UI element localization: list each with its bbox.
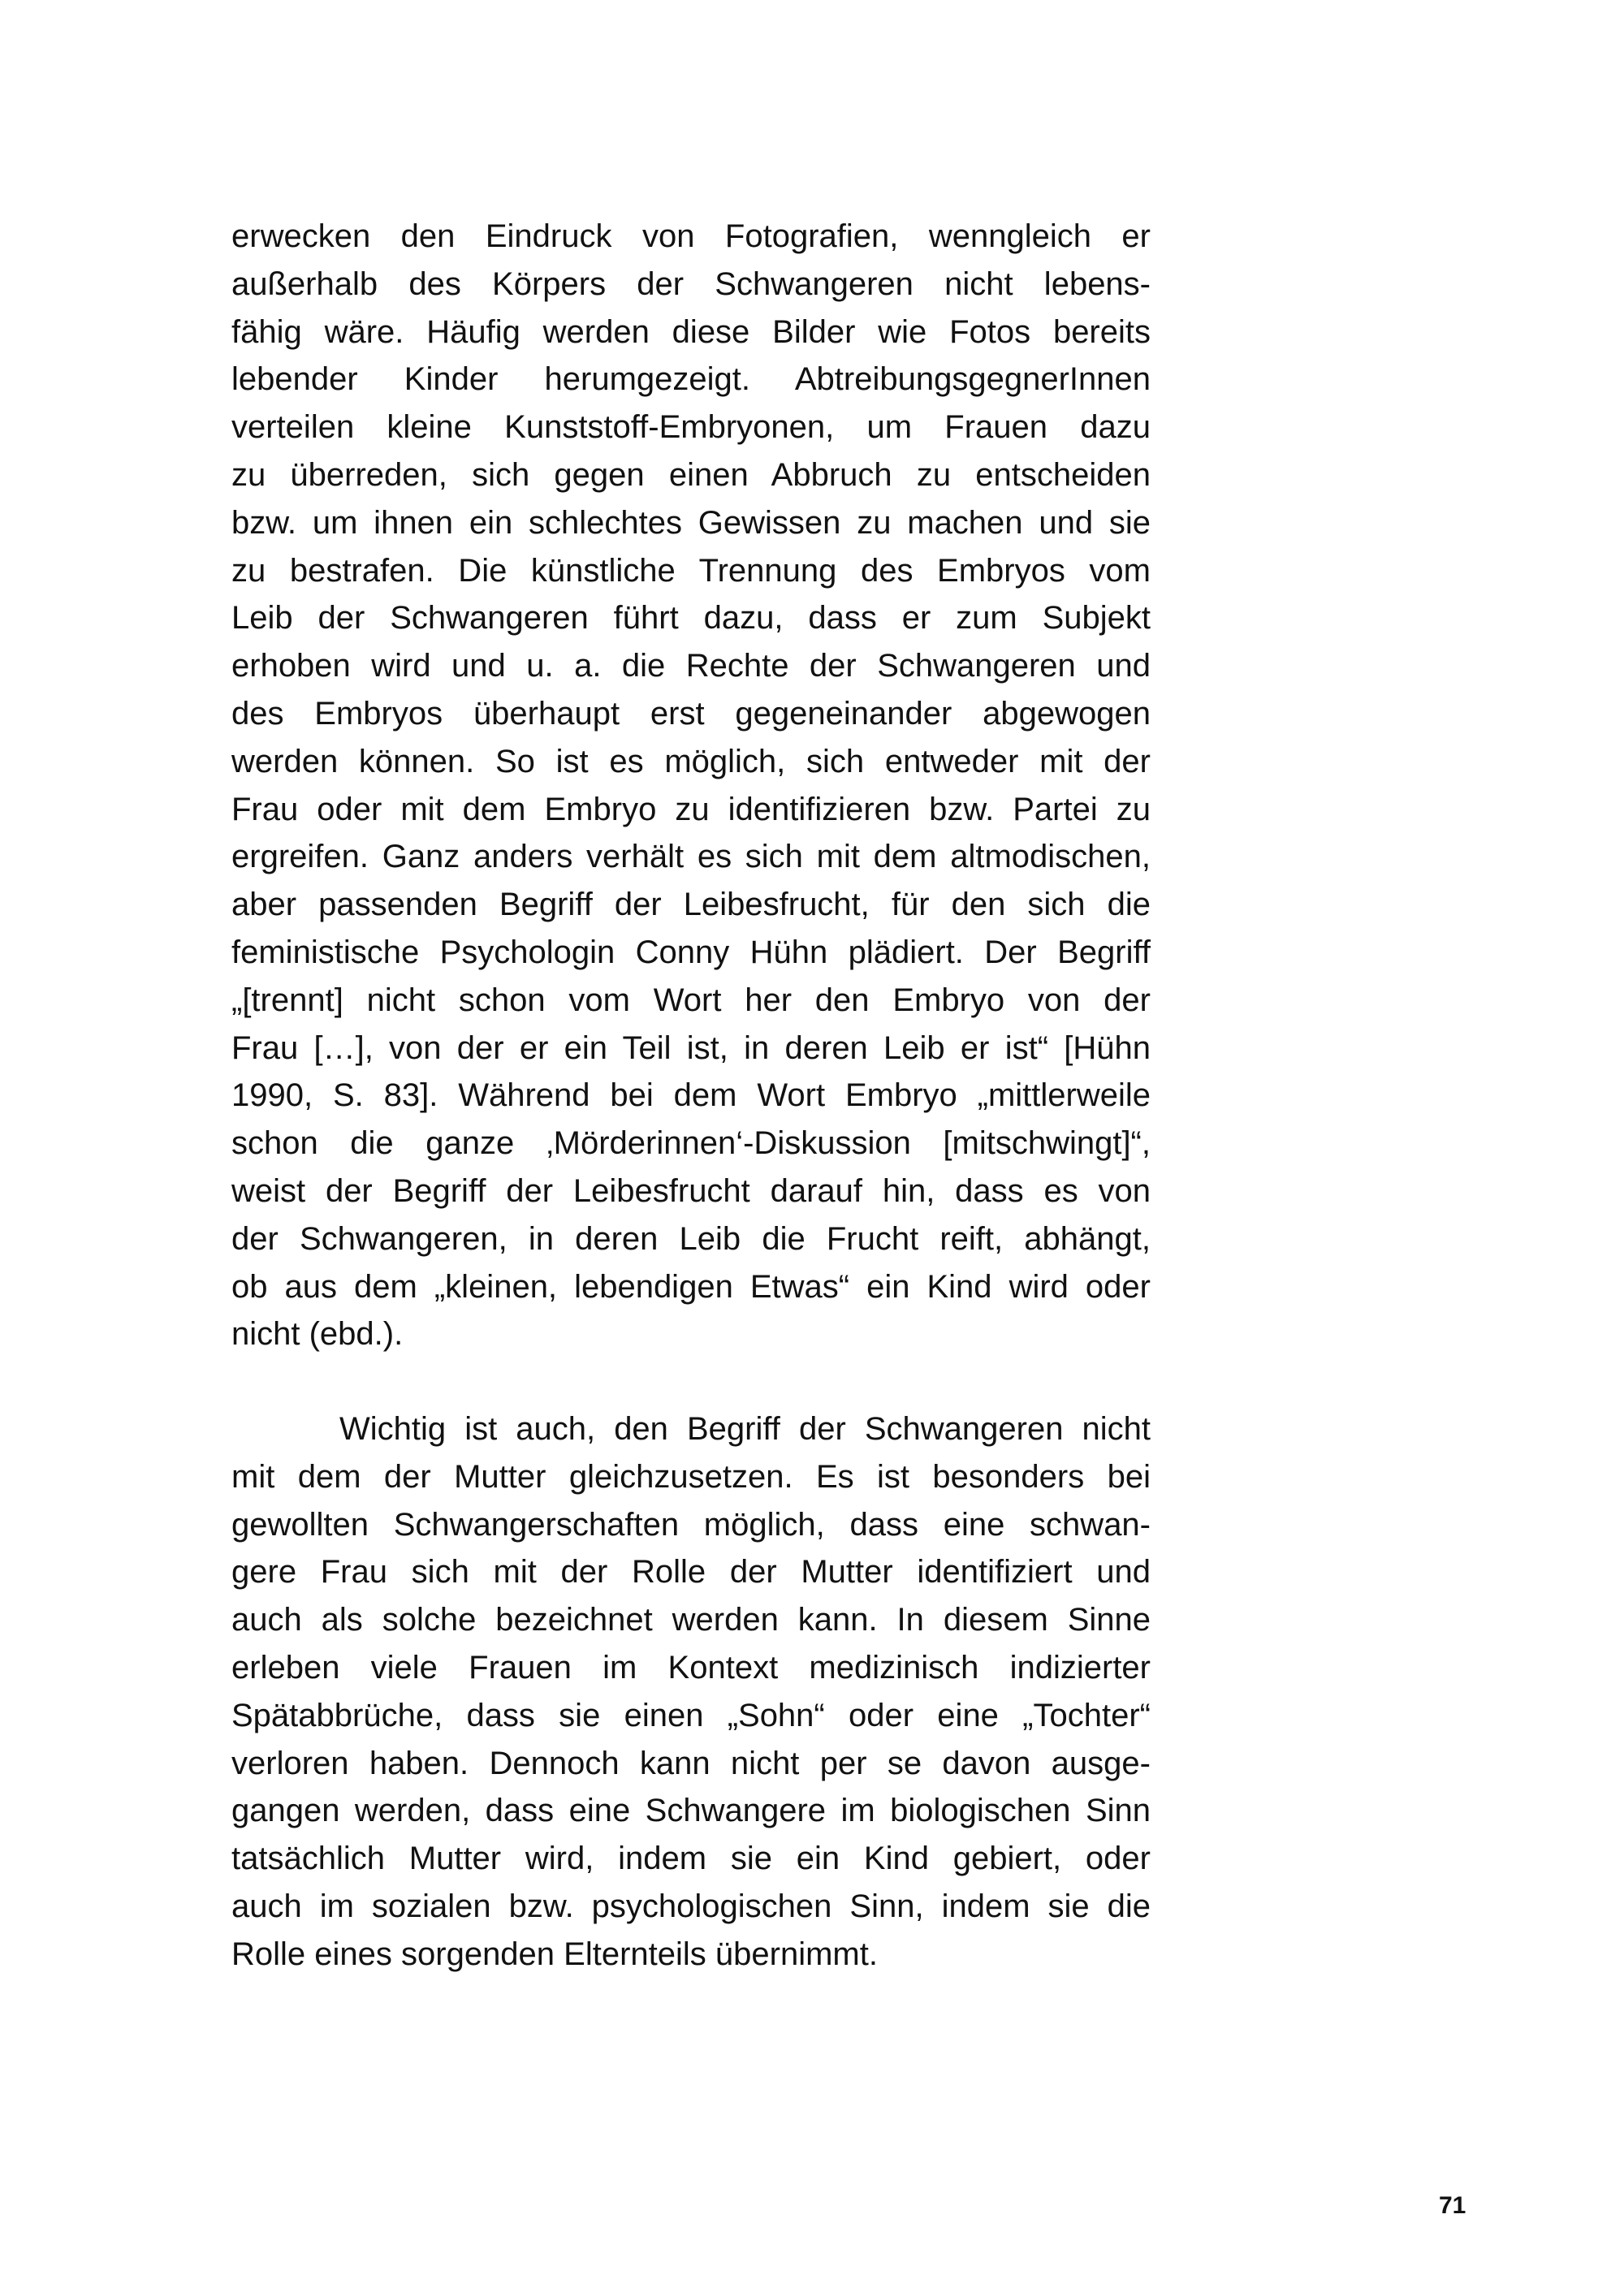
paragraph-2: [231, 1405, 1151, 1979]
text-line: zu bestrafen. Die künstliche Trennung des Embryos vom: [231, 552, 1151, 589]
text-line: außerhalb des Körpers der Schwangeren nicht lebens-: [231, 265, 1151, 302]
text-line: ergreifen. Ganz anders verhält es sich mit dem altmodischen,: [231, 839, 1151, 875]
text-line: gewollten Schwangerschaften möglich, dass eine schwan-: [231, 1506, 1151, 1543]
text-line: erhoben wird und u. a. die Rechte der Schwangeren und: [231, 648, 1151, 684]
page-number: 71: [1439, 2192, 1466, 2219]
text-line: Frau […], von der er ein Teil ist, in deren Leib er ist“ [Hühn: [231, 1029, 1151, 1066]
text-line: „[trennt] nicht schon vom Wort her den Embryo von der: [231, 982, 1151, 1018]
text-line: auch als solche bezeichnet werden kann. In diesem Sinne: [231, 1602, 1151, 1638]
text-line: ob aus dem „kleinen, lebendigen Etwas“ ein Kind wird oder: [231, 1268, 1151, 1305]
paragraph-1: [231, 213, 1151, 1358]
text-line: Spätabbrüche, dass sie einen „Sohn“ oder eine „Tochter“: [231, 1697, 1151, 1733]
text-line: weist der Begriff der Leibesfrucht darauf hin, dass es von: [231, 1172, 1151, 1209]
text-line: werden können. So ist es möglich, sich entweder mit der: [231, 743, 1151, 779]
text-line: gangen werden, dass eine Schwangere im biologischen Sinn: [231, 1793, 1151, 1829]
text-line: nicht (ebd.).: [231, 1316, 404, 1353]
text-line: lebender Kinder herumgezeigt. AbtreibungsgegnerInnen: [231, 361, 1151, 398]
text-line: zu überreden, sich gegen einen Abbruch zu entscheiden: [231, 456, 1151, 493]
text-line: mit dem der Mutter gleichzusetzen. Es ist besonders bei: [231, 1458, 1151, 1495]
text-line: tatsächlich Mutter wird, indem sie ein Kind gebiert, oder: [231, 1841, 1151, 1877]
text-line: erwecken den Eindruck von Fotografien, wenngleich er: [231, 218, 1151, 254]
text-line: Rolle eines sorgenden Elternteils übernimmt.: [231, 1936, 878, 1972]
text-line: des Embryos überhaupt erst gegeneinander abgewogen: [231, 695, 1151, 732]
text-line: schon die ganze ‚Mörderinnen‘-Diskussion [mitschwingt]“,: [231, 1125, 1151, 1162]
text-line: auch im sozialen bzw. psychologischen Sinn, indem sie die: [231, 1888, 1151, 1924]
text-line: bzw. um ihnen ein schlechtes Gewissen zu machen und sie: [231, 504, 1151, 541]
text-line: Frau oder mit dem Embryo zu identifizieren bzw. Partei zu: [231, 791, 1151, 827]
text-line: feministische Psychologin Conny Hühn plädiert. Der Begriff: [231, 934, 1151, 970]
text-line: Leib der Schwangeren führt dazu, dass er zum Subjekt: [231, 600, 1151, 637]
text-line: verloren haben. Dennoch kann nicht per se davon ausge-: [231, 1745, 1151, 1781]
text-line: der Schwangeren, in deren Leib die Frucht reift, abhängt,: [231, 1220, 1151, 1257]
text-line: fähig wäre. Häufig werden diese Bilder wie Fotos bereits: [231, 313, 1151, 350]
text-line: aber passenden Begriff der Leibesfrucht, für den sich die: [231, 887, 1151, 923]
text-line: 1990, S. 83]. Während bei dem Wort Embryo „mittlerweile: [231, 1077, 1151, 1114]
text-line: gere Frau sich mit der Rolle der Mutter identifiziert und: [231, 1554, 1151, 1591]
text-line: Wichtig ist auch, den Begriff der Schwangeren nicht: [339, 1411, 1151, 1447]
text-line: verteilen kleine Kunststoff-Embryonen, um Frauen dazu: [231, 409, 1151, 446]
text-line: erleben viele Frauen im Kontext medizinisch indizierter: [231, 1649, 1151, 1686]
